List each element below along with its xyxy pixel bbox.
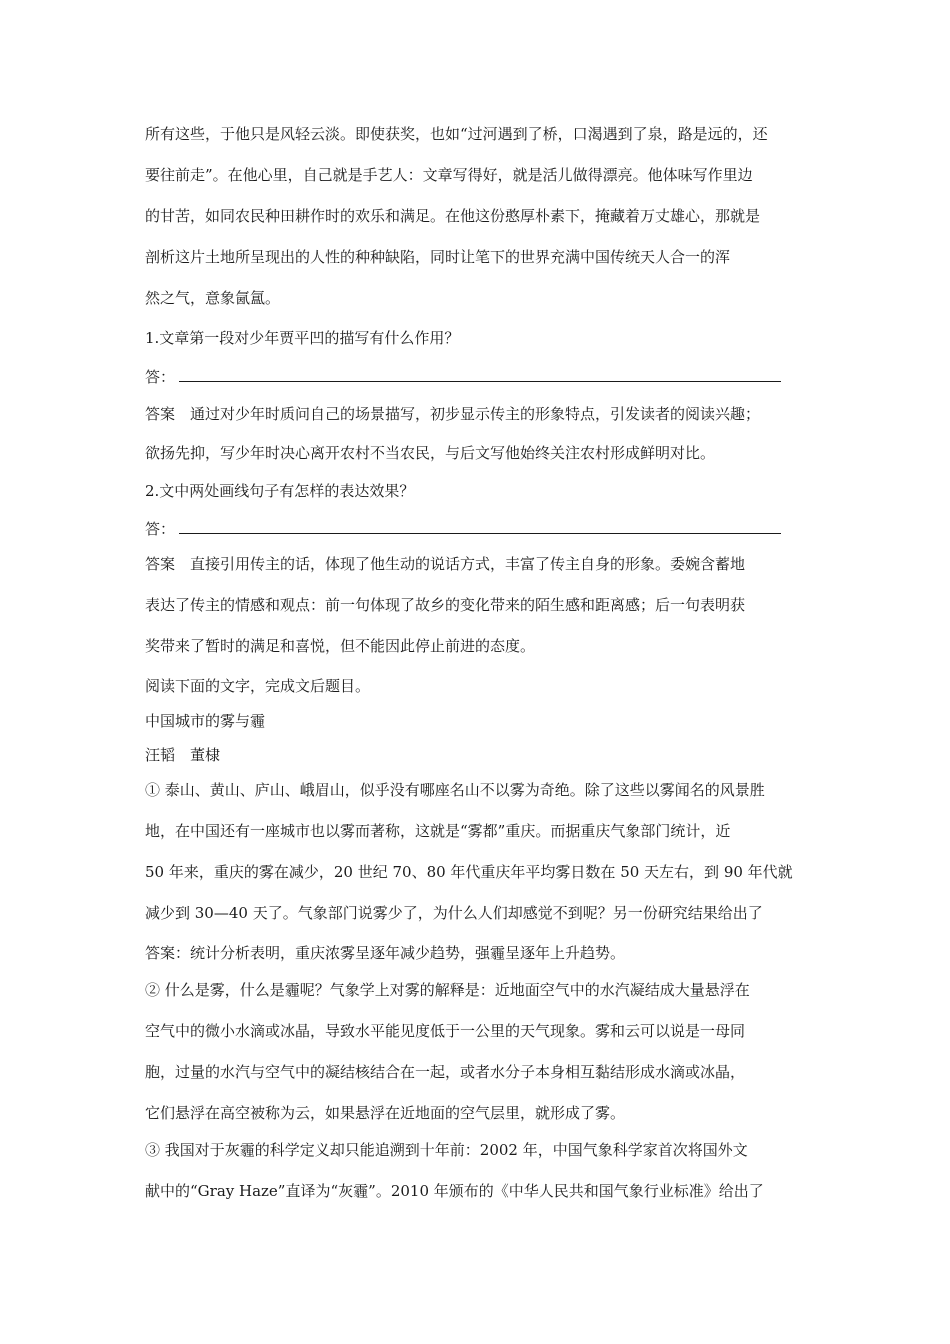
paragraph-line: 的甘苦，如同农民种田耕作时的欢乐和满足。在他这份憨厚朴素下，掩藏着万丈雄心，那就是 (145, 207, 761, 225)
article-paragraph-line: 地，在中国还有一座城市也以雾而著称，这就是“雾都”重庆。而据重庆气象部门统计，近 (145, 822, 731, 840)
answer-underline (179, 518, 781, 534)
article-title: 中国城市的雾与霾 (145, 712, 266, 730)
article-paragraph-line: 减少到 30—40 天了。气象部门说雾少了，为什么人们却感觉不到呢？另一份研究结果给出了 (145, 904, 763, 922)
answer-field-1 (145, 366, 781, 388)
article-paragraph-line: 空气中的微小水滴或冰晶，导致水平能见度低于一公里的天气现象。雾和云可以说是一母同 (145, 1022, 746, 1040)
question-2: 2.文中两处画线句子有怎样的表达效果？ (145, 482, 415, 500)
answer-text-line: 答案 通过对少年时质问自己的场景描写，初步显示传主的形象特点，引发读者的阅读兴趣； (145, 405, 761, 423)
answer-prefix: 答： (145, 520, 176, 538)
answer-text-line: 奖带来了暂时的满足和喜悦，但不能因此停止前进的态度。 (145, 637, 536, 655)
article-paragraph-line: ① 泰山、黄山、庐山、峨眉山，似乎没有哪座名山不以雾为奇绝。除了这些以雾闻名的风景胜 (145, 781, 765, 799)
article-authors: 汪韬 董棣 (145, 746, 221, 764)
article-paragraph-line: 答案：统计分析表明，重庆浓雾呈逐年减少趋势，强霾呈逐年上升趋势。 (145, 944, 626, 962)
article-paragraph-line: 它们悬浮在高空被称为云，如果悬浮在近地面的空气层里，就形成了雾。 (145, 1104, 626, 1122)
article-paragraph-line: 50 年来，重庆的雾在减少，20 世纪 70、80 年代重庆年平均雾日数在 50 天左右，到 90 年代就 (145, 863, 793, 881)
answer-text-line: 表达了传主的情感和观点：前一句体现了故乡的变化带来的陌生感和距离感；后一句表明获 (145, 596, 746, 614)
question-1: 1.文章第一段对少年贾平凹的描写有什么作用？ (145, 329, 460, 347)
article-paragraph-line: ③ 我国对于灰霾的科学定义却只能追溯到十年前：2002 年，中国气象科学家首次将国外文 (145, 1141, 748, 1159)
article-paragraph-line: ② 什么是雾，什么是霾呢？气象学上对雾的解释是：近地面空气中的水汽凝结成大量悬浮在 (145, 981, 750, 999)
answer-prefix: 答： (145, 368, 176, 386)
answer-field-2 (145, 518, 781, 540)
instruction-line: 阅读下面的文字，完成文后题目。 (145, 677, 371, 695)
article-paragraph-line: 献中的“Gray Haze”直译为“灰霾”。2010 年颁布的《中华人民共和国气象行业标准》给出了 (145, 1182, 764, 1200)
answer-text-line: 欲扬先抑，写少年时决心离开农村不当农民，与后文写他始终关注农村形成鲜明对比。 (145, 444, 716, 462)
paragraph-line: 要往前走”。在他心里，自己就是手艺人：文章写得好，就是活儿做得漂亮。他体味写作里边 (145, 166, 753, 184)
article-paragraph-line: 胞，过量的水汽与空气中的凝结核结合在一起，或者水分子本身相互黏结形成水滴或冰晶， (145, 1063, 746, 1081)
paragraph-line: 所有这些，于他只是风轻云淡。即使获奖，也如“过河遇到了桥，口渴遇到了泉，路是远的，还 (145, 125, 768, 143)
answer-underline (179, 366, 781, 382)
answer-text-line: 答案 直接引用传主的话，体现了他生动的说话方式，丰富了传主自身的形象。委婉含蓄地 (145, 555, 746, 573)
paragraph-line: 剖析这片土地所呈现出的人性的种种缺陷，同时让笔下的世界充满中国传统天人合一的浑 (145, 248, 731, 266)
paragraph-line: 然之气，意象氤氲。 (145, 289, 281, 307)
